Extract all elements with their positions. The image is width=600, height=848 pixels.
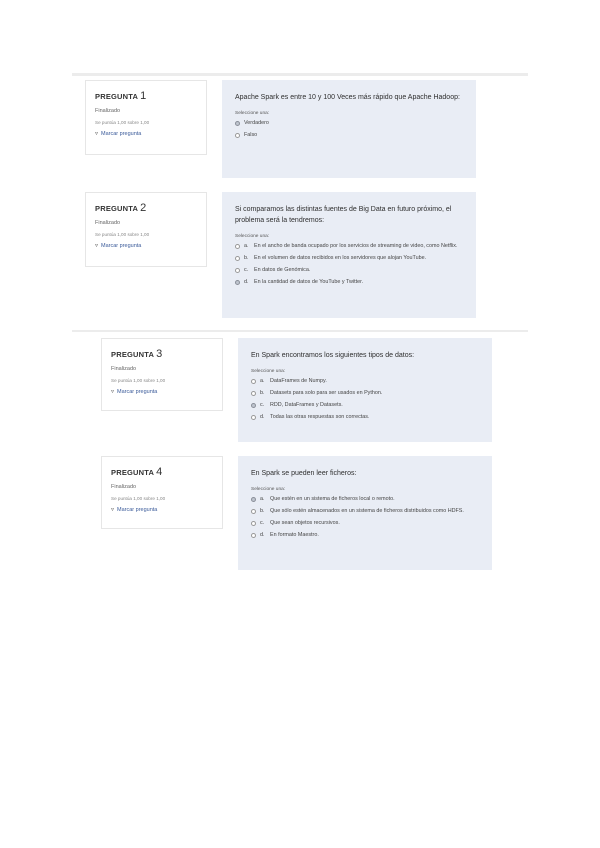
answer-option[interactable]: b. Que sólo estén almacenados en un sistema de ficheros distribuidos como HDFS. bbox=[251, 508, 480, 515]
radio-button[interactable] bbox=[251, 391, 256, 396]
radio-button[interactable] bbox=[235, 133, 240, 138]
question-state: Finalizado bbox=[111, 366, 137, 372]
radio-button[interactable] bbox=[251, 497, 256, 502]
answer-prompt: Seleccione una: bbox=[251, 487, 286, 492]
question-text: En Spark se pueden leer ficheros: bbox=[251, 470, 357, 477]
answer-prompt: Seleccione una: bbox=[251, 369, 286, 374]
answer-prompt: Seleccione una: bbox=[235, 234, 270, 239]
question-text: Si comparamos las distintas fuentes de Big Data en futuro próximo, el problema será la tendremos: bbox=[235, 206, 452, 224]
answer-options bbox=[235, 120, 464, 139]
question-heading: PREGUNTA 3 bbox=[111, 348, 163, 360]
flag-question-link[interactable]: ▿ Marcar pregunta bbox=[95, 242, 142, 249]
flag-icon: ▿ bbox=[95, 131, 99, 137]
question-state: Finalizado bbox=[95, 220, 121, 226]
flag-icon: ▿ bbox=[95, 243, 99, 249]
question-2-info bbox=[85, 192, 207, 267]
answer-options bbox=[251, 378, 480, 421]
answer-option[interactable]: Verdadero bbox=[235, 120, 464, 127]
radio-button[interactable] bbox=[235, 256, 240, 261]
answer-option[interactable]: c. Que sean objetos recursivos. bbox=[251, 520, 480, 527]
answer-option[interactable]: b. En el volumen de datos recibidos en los servidores que alojan YouTube. bbox=[235, 255, 464, 262]
radio-button[interactable] bbox=[251, 415, 256, 420]
flag-icon: ▿ bbox=[111, 507, 115, 513]
answer-option[interactable]: Falso bbox=[235, 132, 464, 139]
question-text: En Spark encontramos los siguientes tipos de datos: bbox=[251, 352, 415, 359]
radio-button[interactable] bbox=[235, 244, 240, 249]
answer-option[interactable]: d. Todas las otras respuestas son correctas. bbox=[251, 414, 480, 421]
question-4-info bbox=[101, 456, 223, 529]
answer-option[interactable]: c. En datos de Genómica. bbox=[235, 267, 464, 274]
question-heading: PREGUNTA 1 bbox=[95, 90, 147, 102]
question-4-content bbox=[238, 456, 492, 570]
question-3-info bbox=[101, 338, 223, 411]
question-text: Apache Spark es entre 10 y 100 Veces más rápido que Apache Hadoop: bbox=[235, 94, 460, 101]
question-state: Finalizado bbox=[95, 108, 121, 114]
page-break-divider bbox=[72, 330, 528, 332]
flag-question-link[interactable]: ▿ Marcar pregunta bbox=[111, 388, 158, 395]
answer-options bbox=[251, 496, 480, 539]
top-divider bbox=[72, 73, 528, 76]
answer-option[interactable]: a. En el ancho de banda ocupado por los servicios de streaming de video, como Netflix. bbox=[235, 243, 464, 250]
answer-option[interactable]: a. DataFrames de Numpy. bbox=[251, 378, 480, 385]
radio-button[interactable] bbox=[251, 533, 256, 538]
radio-button[interactable] bbox=[251, 403, 256, 408]
question-heading: PREGUNTA 4 bbox=[111, 466, 163, 478]
answer-options bbox=[235, 243, 464, 286]
radio-button[interactable] bbox=[251, 379, 256, 384]
answer-option[interactable]: d. En formato Maestro. bbox=[251, 532, 480, 539]
radio-button[interactable] bbox=[251, 509, 256, 514]
radio-button[interactable] bbox=[235, 268, 240, 273]
question-score: Se puntúa 1,00 sobre 1,00 bbox=[111, 378, 166, 383]
question-state: Finalizado bbox=[111, 484, 137, 490]
answer-prompt: Seleccione una: bbox=[235, 111, 270, 116]
flag-icon: ▿ bbox=[111, 389, 115, 395]
question-2-content bbox=[222, 192, 476, 318]
radio-button[interactable] bbox=[235, 121, 240, 126]
question-3-content bbox=[238, 338, 492, 442]
answer-option[interactable]: d. En la cantidad de datos de YouTube y Twitter. bbox=[235, 279, 464, 286]
answer-option[interactable]: c. RDD, DataFrames y Datasets. bbox=[251, 402, 480, 409]
question-score: Se puntúa 1,00 sobre 1,00 bbox=[111, 496, 166, 501]
flag-question-link[interactable]: ▿ Marcar pregunta bbox=[111, 506, 158, 513]
radio-button[interactable] bbox=[235, 280, 240, 285]
question-score: Se puntúa 1,00 sobre 1,00 bbox=[95, 120, 150, 125]
question-1-content bbox=[222, 80, 476, 178]
question-heading: PREGUNTA 2 bbox=[95, 202, 147, 214]
question-1-info bbox=[85, 80, 207, 155]
question-score: Se puntúa 1,00 sobre 1,00 bbox=[95, 232, 150, 237]
answer-option[interactable]: a. Que estén en un sistema de ficheros local o remoto. bbox=[251, 496, 480, 503]
radio-button[interactable] bbox=[251, 521, 256, 526]
answer-option[interactable]: b. Datasets para solo para ser usados en Python. bbox=[251, 390, 480, 397]
flag-question-link[interactable]: ▿ Marcar pregunta bbox=[95, 130, 142, 137]
